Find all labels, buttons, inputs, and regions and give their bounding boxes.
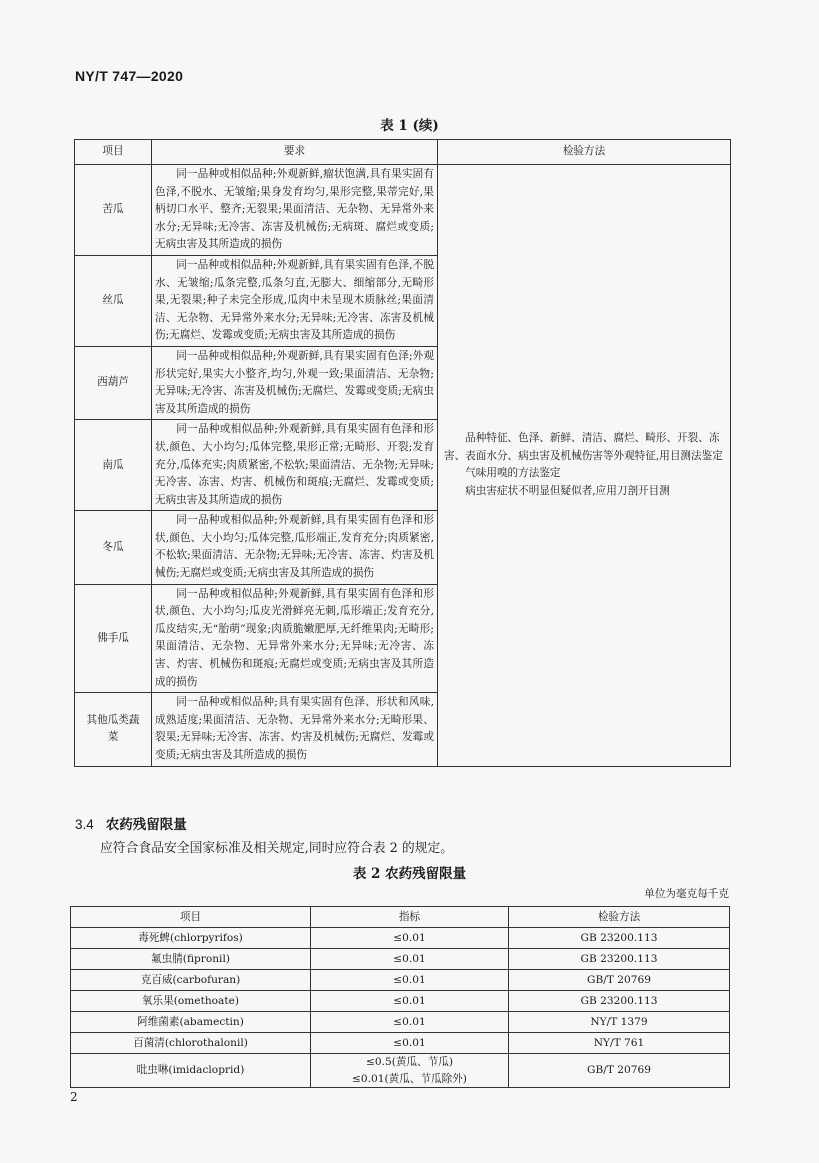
table1-requirement-cell: 同一品种或相似品种;外观新鲜,具有果实固有色泽,不脱水、无皱缩;瓜条完整,瓜条匀直,无膨大、细缩部分,无畸形果,无裂果;种子未完全形成,瓜肉中未呈现木质脉丝;果面清洁、无杂物、无异常外来水分;无异味;无冷害、冻害及机械伤;无腐烂、发霉或变质;无病虫害及其所造成的损伤 <box>152 255 438 346</box>
method-line: 气味用嗅的方法鉴定 <box>465 467 561 480</box>
table1-header-requirement: 要求 <box>152 140 438 165</box>
table1-header-row <box>75 140 731 165</box>
table2-item-cell: 吡虫啉(imidacloprid) <box>71 1054 311 1088</box>
table2-header-limit: 指标 <box>311 907 509 928</box>
table-row <box>75 165 731 256</box>
method-line: 病虫害症状不明显但疑似者,应用刀剖开目测 <box>465 484 670 497</box>
table2-method-cell: NY/T 1379 <box>509 1012 730 1033</box>
table-row <box>71 928 730 949</box>
table1-item-cell: 西葫芦 <box>75 346 152 419</box>
table-row <box>71 970 730 991</box>
table2-limit-line: ≤0.5(黄瓜、节瓜) <box>366 1056 453 1068</box>
table2-limit-cell: ≤0.01 <box>311 949 509 970</box>
page-number: 2 <box>70 1090 78 1104</box>
table2-limit-cell: ≤0.01 <box>311 1033 509 1054</box>
table1-requirement-cell: 同一品种或相似品种;外观新鲜,具有果实固有色泽;外观形状完好,果实大小整齐,均匀,外观一致;果面清洁、无杂物;无异味;无冷害、冻害及机械伤;无腐烂、发霉或变质;无病虫害及其所造成的损伤 <box>152 346 438 419</box>
table2-item-cell: 克百威(carbofuran) <box>71 970 311 991</box>
table2-item-cell: 阿维菌素(abamectin) <box>71 1012 311 1033</box>
table1-requirement-cell: 同一品种或相似品种;外观新鲜,具有果实固有色泽和形状,颜色、大小均匀;瓜体完整,瓜形端正,发育充分;肉质紧密,不松软;果面清洁、无杂物;无异味;无冷害、冻害、灼害及机械伤;无腐烂或变质;无病虫害及其所造成的损伤 <box>152 511 438 584</box>
table2 <box>70 906 730 1088</box>
table2-caption: 表 2 农药残留限量 <box>352 866 467 882</box>
table2-method-cell: GB 23200.113 <box>509 949 730 970</box>
table-row <box>71 1012 730 1033</box>
method-line: 品种特征、色泽、新鲜、清洁、腐烂、畸形、开裂、冻害、表面水分、病虫害及机械伤害等外观特征,用目测法鉴定 <box>444 432 723 462</box>
table2-item-cell: 氟虫腈(fipronil) <box>71 949 311 970</box>
table1-item-cell: 佛手瓜 <box>75 584 152 693</box>
table2-item-cell: 氧乐果(omethoate) <box>71 991 311 1012</box>
table-row <box>71 949 730 970</box>
table2-method-cell: NY/T 761 <box>509 1033 730 1054</box>
table2-header-row <box>71 907 730 928</box>
table2-limit-cell: ≤0.01 <box>311 970 509 991</box>
table1-requirement-cell: 同一品种或相似品种;外观新鲜,具有果实固有色泽和形状,颜色、大小均匀;瓜体完整,果形正常;无畸形、开裂;发育充分,瓜体充实;肉质紧密,不松软;果面清洁、无杂物;无异味;无冷害、冻害、灼害、机械伤和斑痕;无腐烂、发霉或变质;无病虫害及其所造成的损伤 <box>152 420 438 511</box>
section-title: 农药残留限量 <box>105 817 187 833</box>
table2-item-cell: 百菌清(chlorothalonil) <box>71 1033 311 1054</box>
table2-header-item: 项目 <box>71 907 311 928</box>
table2-limit-cell: ≤0.01 <box>311 928 509 949</box>
table2-unit: 单位为毫克每千克 <box>644 888 729 900</box>
table2-method-cell: GB 23200.113 <box>509 991 730 1012</box>
table1-method-cell <box>438 165 731 767</box>
section-paragraph: 应符合食品安全国家标准及相关规定,同时应符合表 2 的规定。 <box>100 841 454 856</box>
table1-requirement-cell: 同一品种或相似品种;外观新鲜,具有果实固有色泽和形状,颜色、大小均匀;瓜皮光滑鲜亮无刺,瓜形端正;发育充分,瓜皮结实,无“胎萌”现象;肉质脆嫩肥厚,无纤维果肉;无畸形;果面清洁、无杂物、无异常外来水分;无异味;无冷害、冻害、灼害、机械伤和斑痕;无腐烂或变质;无病虫害及其所造成的损伤 <box>152 584 438 693</box>
table1-item-cell: 丝瓜 <box>75 255 152 346</box>
section-number: 3.4 <box>75 817 94 832</box>
table-row <box>71 1033 730 1054</box>
section-heading <box>75 813 187 833</box>
table2-method-cell: GB/T 20769 <box>509 1054 730 1088</box>
table2-method-cell: GB 23200.113 <box>509 928 730 949</box>
table1 <box>74 139 731 767</box>
table2-limit-cell: ≤0.01 <box>311 991 509 1012</box>
table1-item-cell: 南瓜 <box>75 420 152 511</box>
table2-limit-cell <box>311 1054 509 1088</box>
table2-method-cell: GB/T 20769 <box>509 970 730 991</box>
table1-item-cell: 冬瓜 <box>75 511 152 584</box>
table1-requirement-cell: 同一品种或相似品种;外观新鲜,瘤状饱满,具有果实固有色泽,不脱水、无皱缩;果身发育均匀,果形完整,果蒂完好,果柄切口水平、整齐;无裂果;果面清洁、无杂物、无异常外来水分;无异味;无冷害、冻害及机械伤;无病斑、腐烂或变质;无病虫害及其所造成的损伤 <box>152 165 438 256</box>
table1-header-item: 项目 <box>75 140 152 165</box>
table2-limit-cell: ≤0.01 <box>311 1012 509 1033</box>
table2-limit-line: ≤0.01(黄瓜、节瓜除外) <box>352 1072 467 1085</box>
table-row <box>71 1054 730 1088</box>
table-row <box>71 991 730 1012</box>
table1-header-method: 检验方法 <box>438 140 731 165</box>
table1-requirement-cell: 同一品种或相似品种;具有果实固有色泽、形状和风味,成熟适度;果面清洁、无杂物、无异常外来水分;无畸形果、裂果;无异味;无冷害、冻害、灼害及机械伤;无腐烂、发霉或变质;无病虫害及其所造成的损伤 <box>152 693 438 766</box>
table1-item-cell: 其他瓜类蔬菜 <box>75 693 152 766</box>
table1-item-cell: 苦瓜 <box>75 165 152 256</box>
table2-item-cell: 毒死蜱(chlorpyrifos) <box>71 928 311 949</box>
standard-code: NY/T 747—2020 <box>75 68 184 84</box>
table1-caption: 表 1 (续) <box>380 118 439 134</box>
table2-header-method: 检验方法 <box>509 907 730 928</box>
